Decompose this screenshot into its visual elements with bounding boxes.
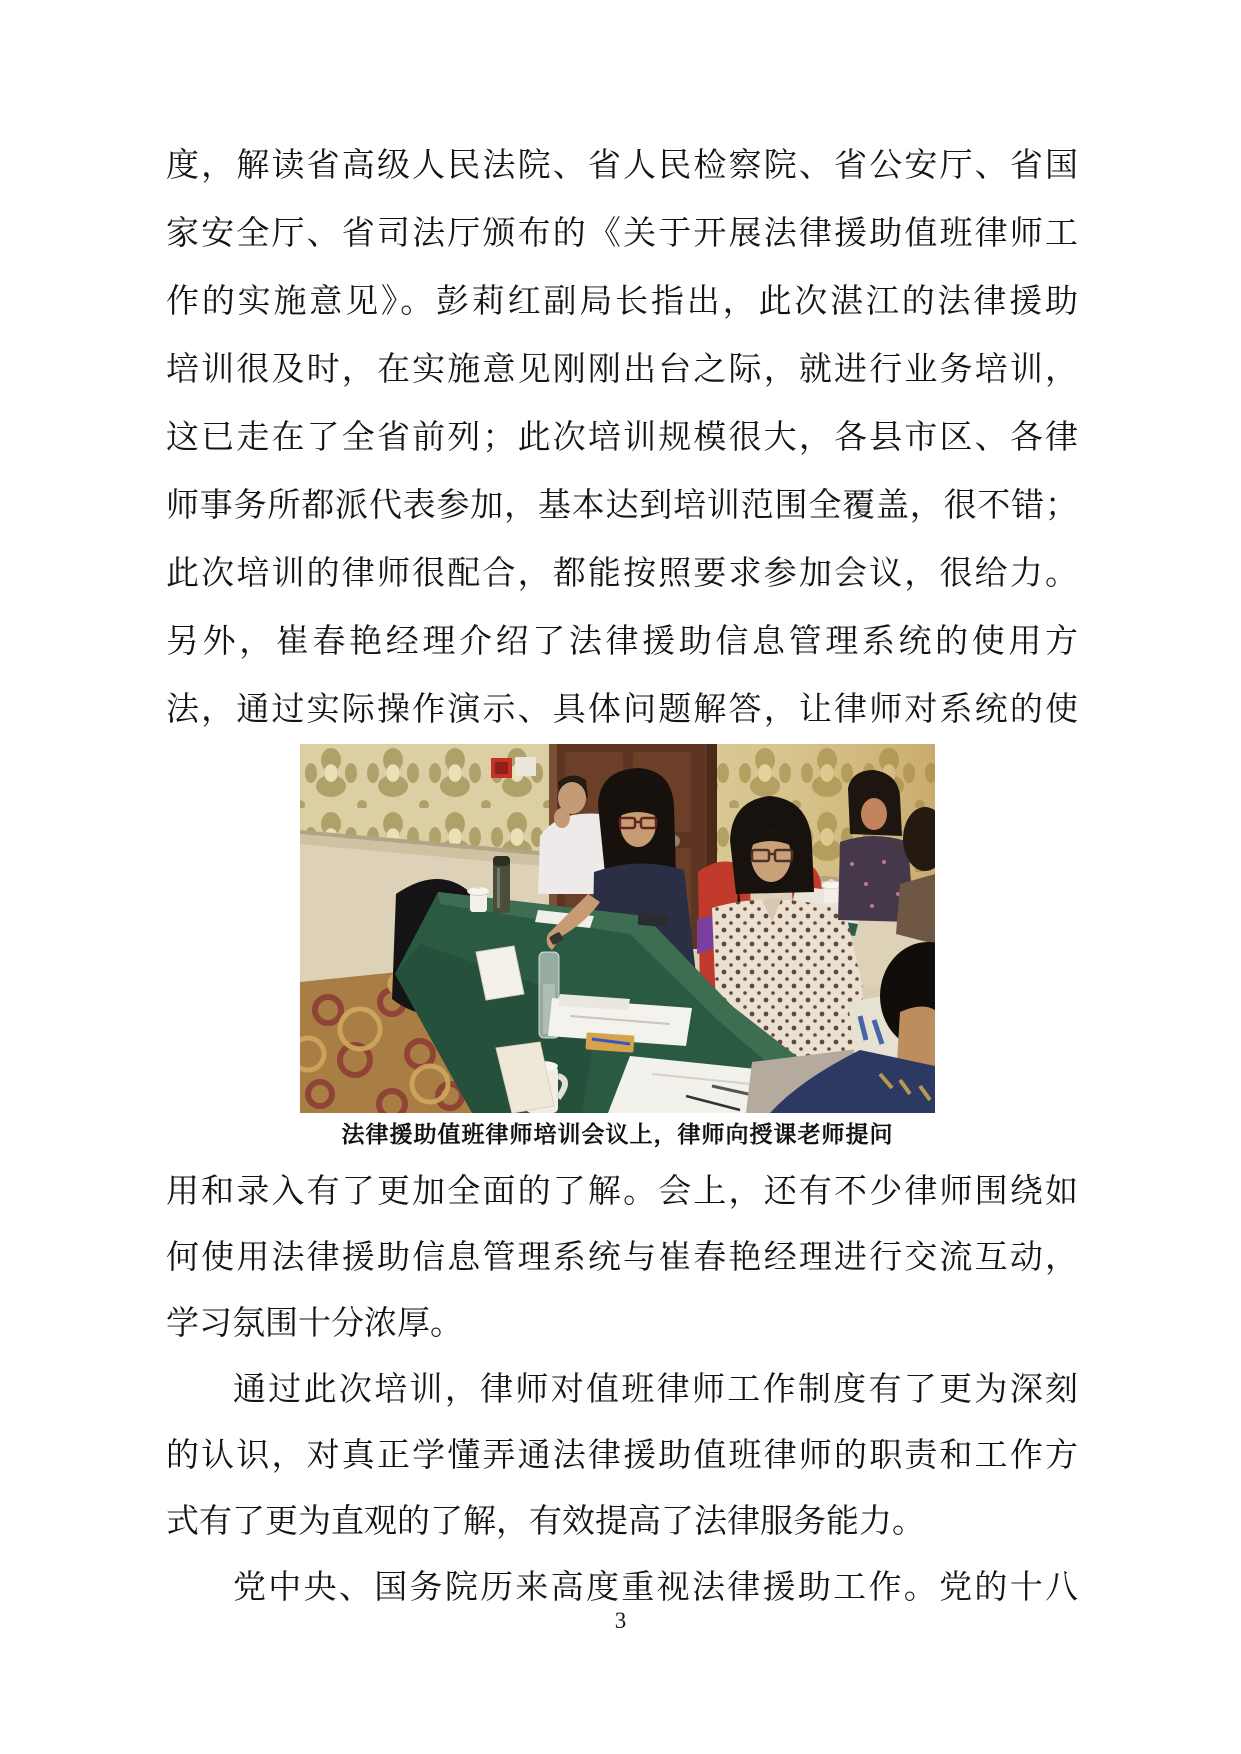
training-photo xyxy=(300,744,935,1113)
paragraph-block-top xyxy=(166,132,1078,744)
body-line: 的认识，对真正学懂弄通法律援助值班律师的职责和工作方 xyxy=(166,1438,1078,1474)
photo-caption: 法律援助值班律师培训会议上，律师向授课老师提问 xyxy=(341,1122,894,1147)
body-line: 度，解读省高级人民法院、省人民检察院、省公安厅、省国 xyxy=(166,148,1078,184)
body-line: 师事务所都派代表参加，基本达到培训范围全覆盖，很不错； xyxy=(166,488,1078,524)
paragraph-block-bottom xyxy=(166,1159,1078,1621)
teacup-right xyxy=(822,879,842,903)
body-line: 式有了更为直观的了解，有效提高了法律服务能力。 xyxy=(166,1504,925,1540)
body-line: 此次培训的律师很配合，都能按照要求参加会议，很给力。 xyxy=(166,556,1078,592)
body-line: 另外，崔春艳经理介绍了法律援助信息管理系统的使用方 xyxy=(166,624,1078,660)
thermos xyxy=(493,856,510,913)
body-line: 通过此次培训，律师对值班律师工作制度有了更为深刻 xyxy=(233,1372,1078,1408)
training-photo-figure xyxy=(300,744,935,1155)
body-line: 培训很及时，在实施意见刚刚出台之际，就进行业务培训， xyxy=(166,352,1078,388)
body-line: 何使用法律援助信息管理系统与崔春艳经理进行交流互动， xyxy=(166,1240,1078,1276)
body-line: 作的实施意见》。彭莉红副局长指出，此次湛江的法律援助 xyxy=(166,284,1078,320)
notebook-pen xyxy=(585,1032,634,1052)
body-line: 用和录入有了更加全面的了解。会上，还有不少律师围绕如 xyxy=(166,1174,1078,1210)
body-line: 这已走在了全省前列；此次培训规模很大，各县市区、各律 xyxy=(166,420,1078,456)
page-number: 3 xyxy=(614,1608,627,1633)
body-line: 党中央、国务院历来高度重视法律援助工作。党的十八 xyxy=(233,1570,1078,1606)
body-line: 法，通过实际操作演示、具体问题解答，让律师对系统的使 xyxy=(166,692,1078,728)
teacup-left xyxy=(468,884,490,912)
body-line: 家安全厅、省司法厅颁布的《关于开展法律援助值班律师工 xyxy=(166,216,1078,252)
body-line: 学习氛围十分浓厚。 xyxy=(166,1306,463,1342)
page-content xyxy=(166,132,1078,1621)
